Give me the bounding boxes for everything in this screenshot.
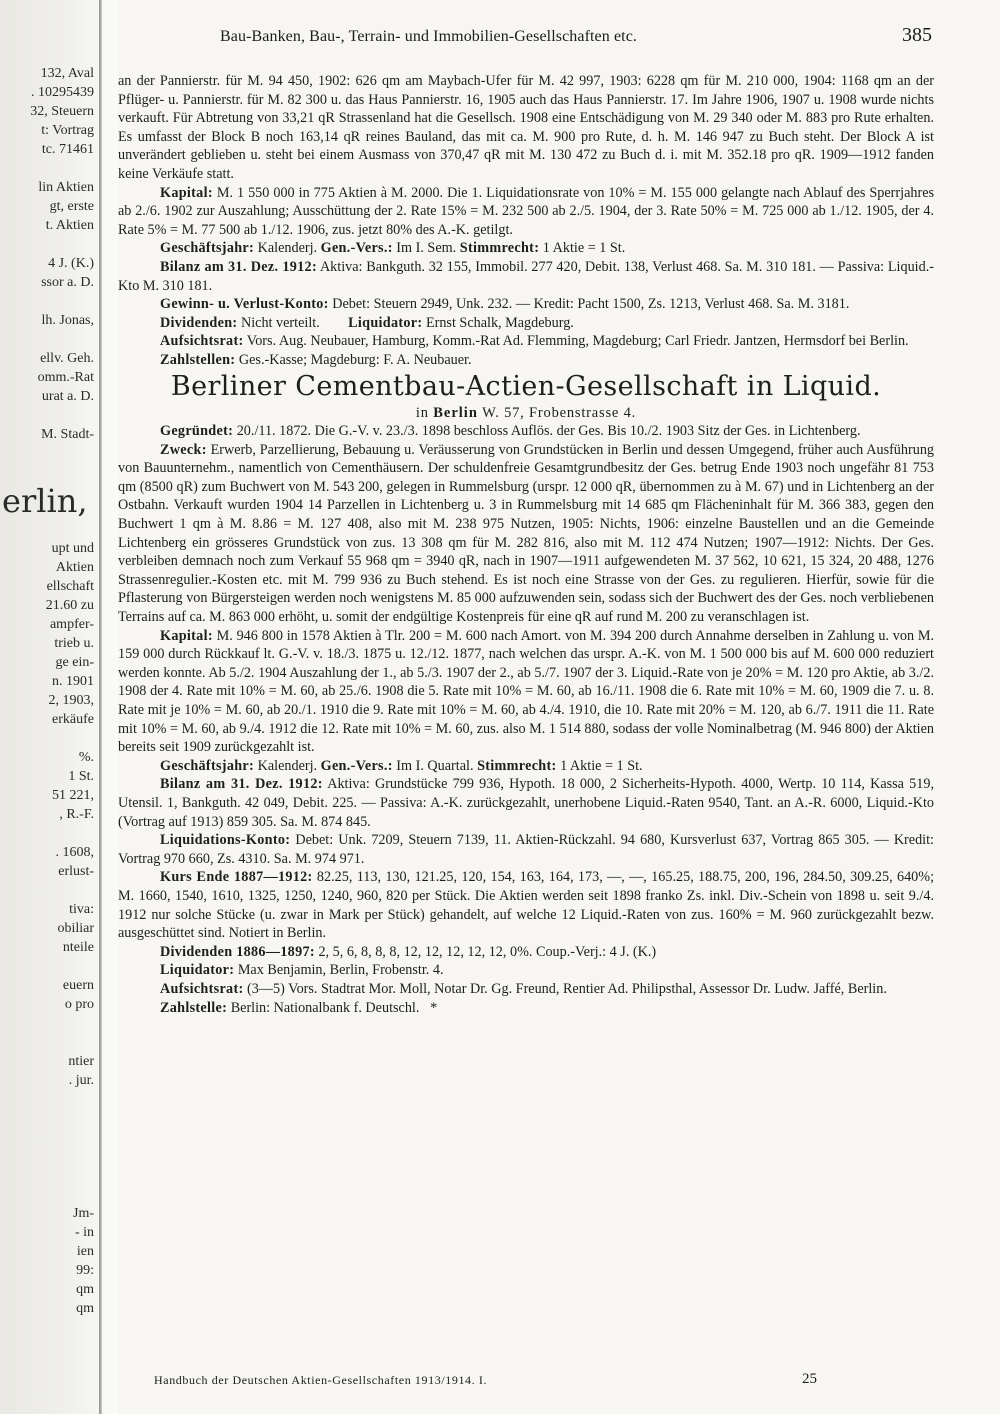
entry2-kurs bbox=[118, 868, 934, 942]
company-title: Berliner Cementbau-Actien-Gesellschaft in Liquid. bbox=[170, 370, 882, 402]
entry2-bilanz bbox=[118, 775, 934, 831]
entry2-liquidator bbox=[118, 961, 934, 980]
previous-page-line: nteile bbox=[62, 940, 94, 955]
entry1-liq-label: Liquidator: bbox=[348, 314, 423, 331]
entry1-zahlstellen bbox=[118, 351, 934, 370]
entry1-gj-label: Geschäftsjahr: bbox=[160, 240, 255, 257]
previous-page-line: ellv. Geh. bbox=[40, 351, 94, 366]
address-prefix: in bbox=[415, 404, 429, 421]
entry2-kapital-text: M. 946 800 in 1578 Aktien à Tlr. 200 = M. 600 nach Amort. von M. 394 200 durch Annahme derselben in Zahlung u. von M. 159 000 durch Rückkauf lt. G.-V. v. 18./3. 1875 u. 12./12. 1877, nach welchen das urspr. A.-K. von M. 1 500 000 bis auf M. 600 000 reduziert werden konnte. Ab 5./2. 1904 Auszahlung der 1., ab 5./3. 1907 der 2., ab 5./7. 1907 der 3. Liquid.-Rate von je 20% = M. 120 pro Aktie, ab 3./2. 1908 der 4. Rate mit 10% = M. 60, ab 25./6. 1908 die 5. Rate mit 10% = M. 60, ab 16./11. 1908 die 6. Rate mit 10% = M. 60, 1909 die 7. u. 8. Rate mit je 10% = M. 60, ab 20./1. 1910 die 9. Rate mit 10% = M. 60, ab 4./4. 1910, die 10. Rate mit 20% = M. 120, ab 6./7. 1911 die 11. Rate mit 10% = M. 60, ab 9./4. 1912 die 12. Rate mit 10% = M. 60, zus. also M. 1 514 880, sodass der volle Nominalbetrag (M. 946 800) der Aktien bereits seit 1909 zurückgezahlt ist. bbox=[118, 627, 934, 756]
entry1-gj-text: Kalenderj. bbox=[257, 240, 318, 257]
previous-page-line: ntier bbox=[68, 1054, 94, 1069]
entry2-zs-label: Zahlstelle: bbox=[160, 999, 228, 1016]
entry2-zweck-text: Erwerb, Parzellierung, Bebauung u. Veräusserung von Grundstücken in Berlin und dessen Umgegend, früher auch Ausführung von Bauunternehm., namentlich von Cementhäusern. Der schuldenfreie Gesamtgrundbesitz der Ges. betrug Ende 1903 noch ungefähr 81 753 qm (8500 qR) zum Buchwert von M. 543 200, gelegen in Rummelsburg (urspr. 12 000 qR, übernommen zu à M. 67) und in Lichtenberg an der Ostbahn. Verkauft wurden 1904 14 Parzellen in Lichtenberg u. 3 in Rummelsburg mit 14 685 qm Flächeninhalt für M. 366 383, gegen den Buchwert 1 qm à M. 8.86 = M. 127 408, also mit M. 238 975 Nutzen, 1905: Nichts, 1906: einzelne Baustellen und an die Gemeinde Lichtenberg ein grösseres Grundstück von zus. 13 308 qm für M. 282 816, also mit M. 112 474 Nutzen; 1907—1912: Nichts. Der Ges. verbleiben demnach noch zum Verkauf 55 968 qm = 3940 qR, nach in 1907—1911 aufgewendeten M. 37 562, 10 621, 15 324, 20 488, 1276 Strassenregulier.-Kosten etc. mit M. 799 936 zu Buch stehend. Es ist noch eine Strasse von der Ges. zu regulieren. Hierfür, sowie für die Pflasterung von Bürgersteigen werden noch wenigstens M. 85 000 aufzuwenden sein, sodass sich der Buchwert des der Ges. noch verbliebenen Terrains auf ca. M. 863 000 erhöht, u. somit der endgültige Kostenpreis für eine qR auf rund M. 200 zu veranschlagen ist. bbox=[118, 441, 935, 626]
previous-page-line: . jur. bbox=[68, 1073, 94, 1088]
entry2-bilanz-text: Aktiva: Grundstücke 799 936, Hypoth. 18 000, 2 Sicherheits-Hypoth. 4000, Wertp. 10 114, Kassa 519, Utensil. 1, Bankguth. 42 049, Debit. 225. — Passiva: A.-K. zurückgezahlt, unerhobene Liquid.-Raten 9540, Tant. an A.-R. 6000, Liquid.-Kto (Vortrag auf 1913) 859 305. Sa. M. 874 845. bbox=[118, 776, 935, 830]
entry2-aufsichtsrat bbox=[118, 980, 934, 999]
entry1-st-label: Stimmrecht: bbox=[459, 240, 540, 257]
previous-page-line: ge ein- bbox=[55, 655, 94, 670]
previous-page-line: trieb u. bbox=[54, 636, 94, 651]
entry2-kapital bbox=[118, 627, 934, 757]
entry1-bilanz-label: Bilanz am 31. Dez. 1912: bbox=[160, 258, 317, 275]
entry1-liq-text: Ernst Schalk, Magdeburg. bbox=[425, 314, 574, 331]
entry2-zweck bbox=[118, 441, 934, 627]
previous-page-line: upt und bbox=[51, 541, 94, 556]
previous-page-line bbox=[2, 1109, 94, 1128]
entry2-kapital-label: Kapital: bbox=[160, 627, 213, 644]
entry1-div-label: Dividenden: bbox=[160, 314, 238, 331]
entry2-div-text: 2, 5, 6, 8, 8, 8, 12, 12, 12, 12, 12, 0%. Coup.-Verj.: 4 J. (K.) bbox=[318, 943, 657, 960]
previous-page-line: obiliar bbox=[57, 921, 94, 936]
previous-page-line bbox=[2, 1185, 94, 1204]
previous-page-line bbox=[2, 159, 94, 178]
footer-source: Handbuch der Deutschen Aktien-Gesellschaften 1913/1914. I. bbox=[154, 1373, 488, 1387]
entry2-zs-text: Berlin: Nationalbank f. Deutschl. bbox=[230, 999, 420, 1016]
entry2-ar-label: Aufsichtsrat: bbox=[160, 980, 244, 997]
entry2-liq-text: Max Benjamin, Berlin, Frobenstr. 4. bbox=[237, 962, 444, 979]
previous-page-line bbox=[2, 406, 94, 425]
previous-page-line bbox=[2, 1147, 94, 1166]
previous-page-line bbox=[2, 1166, 94, 1185]
page-number: 385 bbox=[902, 24, 932, 46]
entry2-lk-label: Liquidations-Konto: bbox=[160, 832, 291, 849]
entry1-div-liq bbox=[118, 314, 934, 333]
previous-page-line: lin Aktien bbox=[38, 180, 94, 195]
previous-page-line: ampfer- bbox=[49, 617, 94, 632]
previous-page-line bbox=[2, 1128, 94, 1147]
previous-page-line: . 1608, bbox=[55, 845, 94, 860]
entry2-gegr-text: 20./11. 1872. Die G.-V. v. 23./3. 1898 beschloss Auflös. der Ges. Bis 10./2. 1903 Sitz der Ges. in Lichtenberg. bbox=[236, 423, 861, 440]
previous-page-line: Jm- bbox=[73, 1206, 94, 1221]
previous-page-line bbox=[2, 235, 94, 254]
entry2-dividenden bbox=[118, 943, 934, 962]
previous-page-line: %. bbox=[78, 750, 94, 765]
previous-page-line: urat a. D. bbox=[41, 389, 94, 404]
previous-page-line bbox=[2, 1033, 94, 1052]
entry1-zs-text: Ges.-Kasse; Magdeburg: F. A. Neubauer. bbox=[238, 351, 472, 368]
previous-page-line: erkäufe bbox=[52, 712, 94, 727]
previous-page-line bbox=[2, 1090, 94, 1109]
previous-page-line: 2, 1903, bbox=[48, 693, 94, 708]
entry1-div-text: Nicht verteilt. bbox=[240, 314, 320, 331]
previous-page-line: M. Stadt- bbox=[41, 427, 94, 442]
previous-page-line: 21.60 zu bbox=[45, 598, 94, 613]
previous-page-line bbox=[2, 824, 94, 843]
previous-page-line: qm bbox=[76, 1282, 94, 1297]
previous-page-line bbox=[2, 1014, 94, 1033]
previous-page-line: Aktien bbox=[55, 560, 94, 575]
page-gutter bbox=[99, 0, 102, 1414]
previous-page-line: euern bbox=[62, 978, 94, 993]
company-address bbox=[118, 404, 934, 423]
page-header bbox=[120, 20, 932, 52]
previous-page-line: n. 1901 bbox=[52, 674, 94, 689]
entry2-gegr-label: Gegründet: bbox=[160, 423, 234, 440]
entry1-zs-label: Zahlstellen: bbox=[160, 351, 236, 368]
entry2-gegruendet bbox=[118, 422, 934, 441]
entry1-guv-label: Gewinn- u. Verlust-Konto: bbox=[160, 296, 329, 313]
entry1-guv-text: Debet: Steuern 2949, Unk. 232. — Kredit: Pacht 1500, Zs. 1213, Verlust 468. Sa. M. 3181. bbox=[332, 296, 850, 313]
entry1-continuation: an der Pannierstr. für M. 94 450, 1902: 626 qm am Maybach-Ufer für M. 42 997, 1903: 6228 qm für M. 210 000, 1904: 1168 qm an der Pflüger- u. Pannierstr. für M. 82 300 u. das Haus Pannierstr. 16, 1905 auch das Haus Pannierstr. 17. Im Jahre 1906, 1907 u. 1908 wurde nichts verkauft. Für Abtretung von 33,21 qR Strassenland hat die Gesellsch. 1908 eine Entschädigung von M. 29 340 oder M. 883 pro Rute erhalten. Es umfasst der Block B noch 163,14 qR reines Bauland, das mit ca. M. 900 pro Rute, d. h. M. 146 947 zu Buch steht. Der Block A ist unverändert geblieben u. steht bei einem Ausmass von 370,47 qR mit M. 130 472 zu Buch d. i. mit M. 352.18 pro qR. 1909—1912 fanden keine Verkäufe statt. bbox=[118, 73, 934, 182]
entry2-div-label: Dividenden 1886—1897: bbox=[160, 943, 315, 960]
entry2-gv-text: Im I. Quartal. bbox=[396, 757, 474, 774]
entry1-st-text: 1 Aktie = 1 St. bbox=[542, 240, 626, 257]
previous-page-line bbox=[2, 444, 94, 463]
entry1-bilanz bbox=[118, 258, 934, 295]
entry2-liq-label: Liquidator: bbox=[160, 962, 235, 979]
previous-page-edge bbox=[2, 64, 94, 1318]
entry2-meta bbox=[118, 757, 934, 776]
previous-page-line: lh. Jonas, bbox=[41, 313, 94, 328]
entry2-ar-text: (3—5) Vors. Stadtrat Mor. Moll, Notar Dr. Gg. Freund, Rentier Ad. Philipsthal, Assessor Dr. Ludw. Jaffé, Berlin. bbox=[247, 980, 887, 997]
previous-page-line: 32, Steuern bbox=[30, 104, 94, 119]
entry1-guv bbox=[118, 295, 934, 314]
previous-page-line: erlin, bbox=[2, 482, 88, 520]
previous-page-line: 132, Aval bbox=[40, 66, 94, 81]
previous-page-line: gt, erste bbox=[49, 199, 94, 214]
previous-page-line: qm bbox=[76, 1301, 94, 1316]
previous-page-line: tiva: bbox=[69, 902, 94, 917]
entry1-kapital-label: Kapital: bbox=[160, 184, 213, 201]
previous-page-line bbox=[2, 520, 94, 539]
entry2-liquidations-konto bbox=[118, 831, 934, 868]
previous-page-line: t. Aktien bbox=[45, 218, 94, 233]
entry2-zweck-label: Zweck: bbox=[160, 441, 207, 458]
previous-page-line: o pro bbox=[64, 997, 94, 1012]
previous-page-line: 99: bbox=[76, 1263, 94, 1278]
previous-page-line: 4 J. (K.) bbox=[48, 256, 94, 271]
entry1-bilanz-text: Aktiva: Bankguth. 32 155, Immobil. 277 420, Debit. 138, Verlust 468. Sa. M. 310 181. — Passiva: Liquid.-Kto M. 310 181. bbox=[118, 258, 934, 294]
previous-page-line: 51 221, bbox=[52, 788, 94, 803]
main-column bbox=[118, 72, 934, 1017]
previous-page-line: t: Vortrag bbox=[41, 123, 94, 138]
previous-page-line: omm.-Rat bbox=[37, 370, 94, 385]
previous-page-line bbox=[2, 957, 94, 976]
address-city: Berlin bbox=[433, 404, 478, 421]
previous-page-line bbox=[2, 330, 94, 349]
entry2-kurs-text: 82.25, 113, 130, 121.25, 120, 154, 163, 164, 173, —, —, 165.25, 188.75, 200, 196, 284.50, 309.25, 640%; M. 1660, 1540, 1610, 1325, 1250, 1240, 960, 820 per Stück. Die Aktien werden seit 1898 franko Zs. inkl. Div.-Schein von 1898 u. seit 9./4. 1912 nur solche Stücke (u. zwar in Mark per Stück) gehandelt, auf welche 12 Liquid.-Raten von zus. 160% = M. 960 zurückgezahlt bezw. ausgeschüttet sind. Notiert in Berlin. bbox=[118, 869, 935, 942]
entry2-zahlstelle bbox=[118, 999, 934, 1018]
previous-page-line: tc. 71461 bbox=[41, 142, 94, 157]
entry2-lk-text: Debet: Unk. 7209, Steuern 7139, 11. Aktien-Rückzahl. 94 680, Kursverlust 637, Vortrag 865 305. — Kredit: Vortrag 970 660, Zs. 4310. Sa. M. 974 971. bbox=[118, 832, 935, 867]
entry2-st-label: Stimmrecht: bbox=[477, 757, 557, 774]
entry1-ar-label: Aufsichtsrat: bbox=[160, 333, 244, 350]
running-title: Bau-Banken, Bau-, Terrain- und Immobilien-Gesellschaften etc. bbox=[220, 28, 637, 45]
previous-page-line bbox=[2, 463, 94, 482]
entry1-aufsichtsrat bbox=[118, 332, 934, 351]
entry1-gv-text: Im I. Sem. bbox=[396, 240, 457, 257]
previous-page-line: ssor a. D. bbox=[41, 275, 94, 290]
entry1-kapital-text: M. 1 550 000 in 775 Aktien à M. 2000. Die 1. Liquidationsrate von 10% = M. 155 000 gelangte nach Ablauf des Sperrjahres ab 2./6. 1902 zur Auszahlung; Ausschüttung der 2. Rate 15% = M. 232 500 ab 2./5. 1904, der 3. Rate 50% = M. 725 000 ab 1./12. 1905, der 4. Rate 5% = M. 77 500 ab 1./12. 1906, zus. jetzt 80% des A.-K. getilgt. bbox=[118, 184, 935, 238]
previous-page-line: . 10295439 bbox=[31, 85, 94, 100]
asterisk-mark: * bbox=[430, 999, 438, 1016]
entry1-meta bbox=[118, 239, 934, 258]
entry2-bilanz-label: Bilanz am 31. Dez. 1912: bbox=[160, 776, 323, 793]
entry2-kurs-label: Kurs Ende 1887—1912: bbox=[160, 869, 313, 886]
entry1-ar-text: Vors. Aug. Neubauer, Hamburg, Komm.-Rat Ad. Flemming, Magdeburg; Carl Friedr. Jantzen, Hermsdorf bei Berlin. bbox=[246, 333, 909, 350]
previous-page-line: 1 St. bbox=[68, 769, 94, 784]
previous-page-line: ien bbox=[76, 1244, 94, 1259]
previous-page-line bbox=[2, 881, 94, 900]
entry2-gj-label: Geschäftsjahr: bbox=[160, 757, 255, 774]
entry2-gj-text: Kalenderj. bbox=[257, 757, 318, 774]
footer-folio: 25 bbox=[802, 1371, 817, 1387]
entry1-kapital bbox=[118, 184, 934, 240]
previous-page-line: ellschaft bbox=[46, 579, 94, 594]
entry2-gv-label: Gen.-Vers.: bbox=[320, 757, 393, 774]
previous-page-line: erlust- bbox=[58, 864, 94, 879]
entry2-st-text: 1 Aktie = 1 St. bbox=[560, 757, 643, 774]
previous-page-line: - in bbox=[74, 1225, 94, 1240]
address-street: W. 57, Frobenstrasse 4. bbox=[482, 404, 637, 421]
previous-page-line bbox=[2, 729, 94, 748]
previous-page-line bbox=[2, 292, 94, 311]
previous-page-line: , R.-F. bbox=[59, 807, 94, 822]
entry1-gv-label: Gen.-Vers.: bbox=[320, 240, 393, 257]
